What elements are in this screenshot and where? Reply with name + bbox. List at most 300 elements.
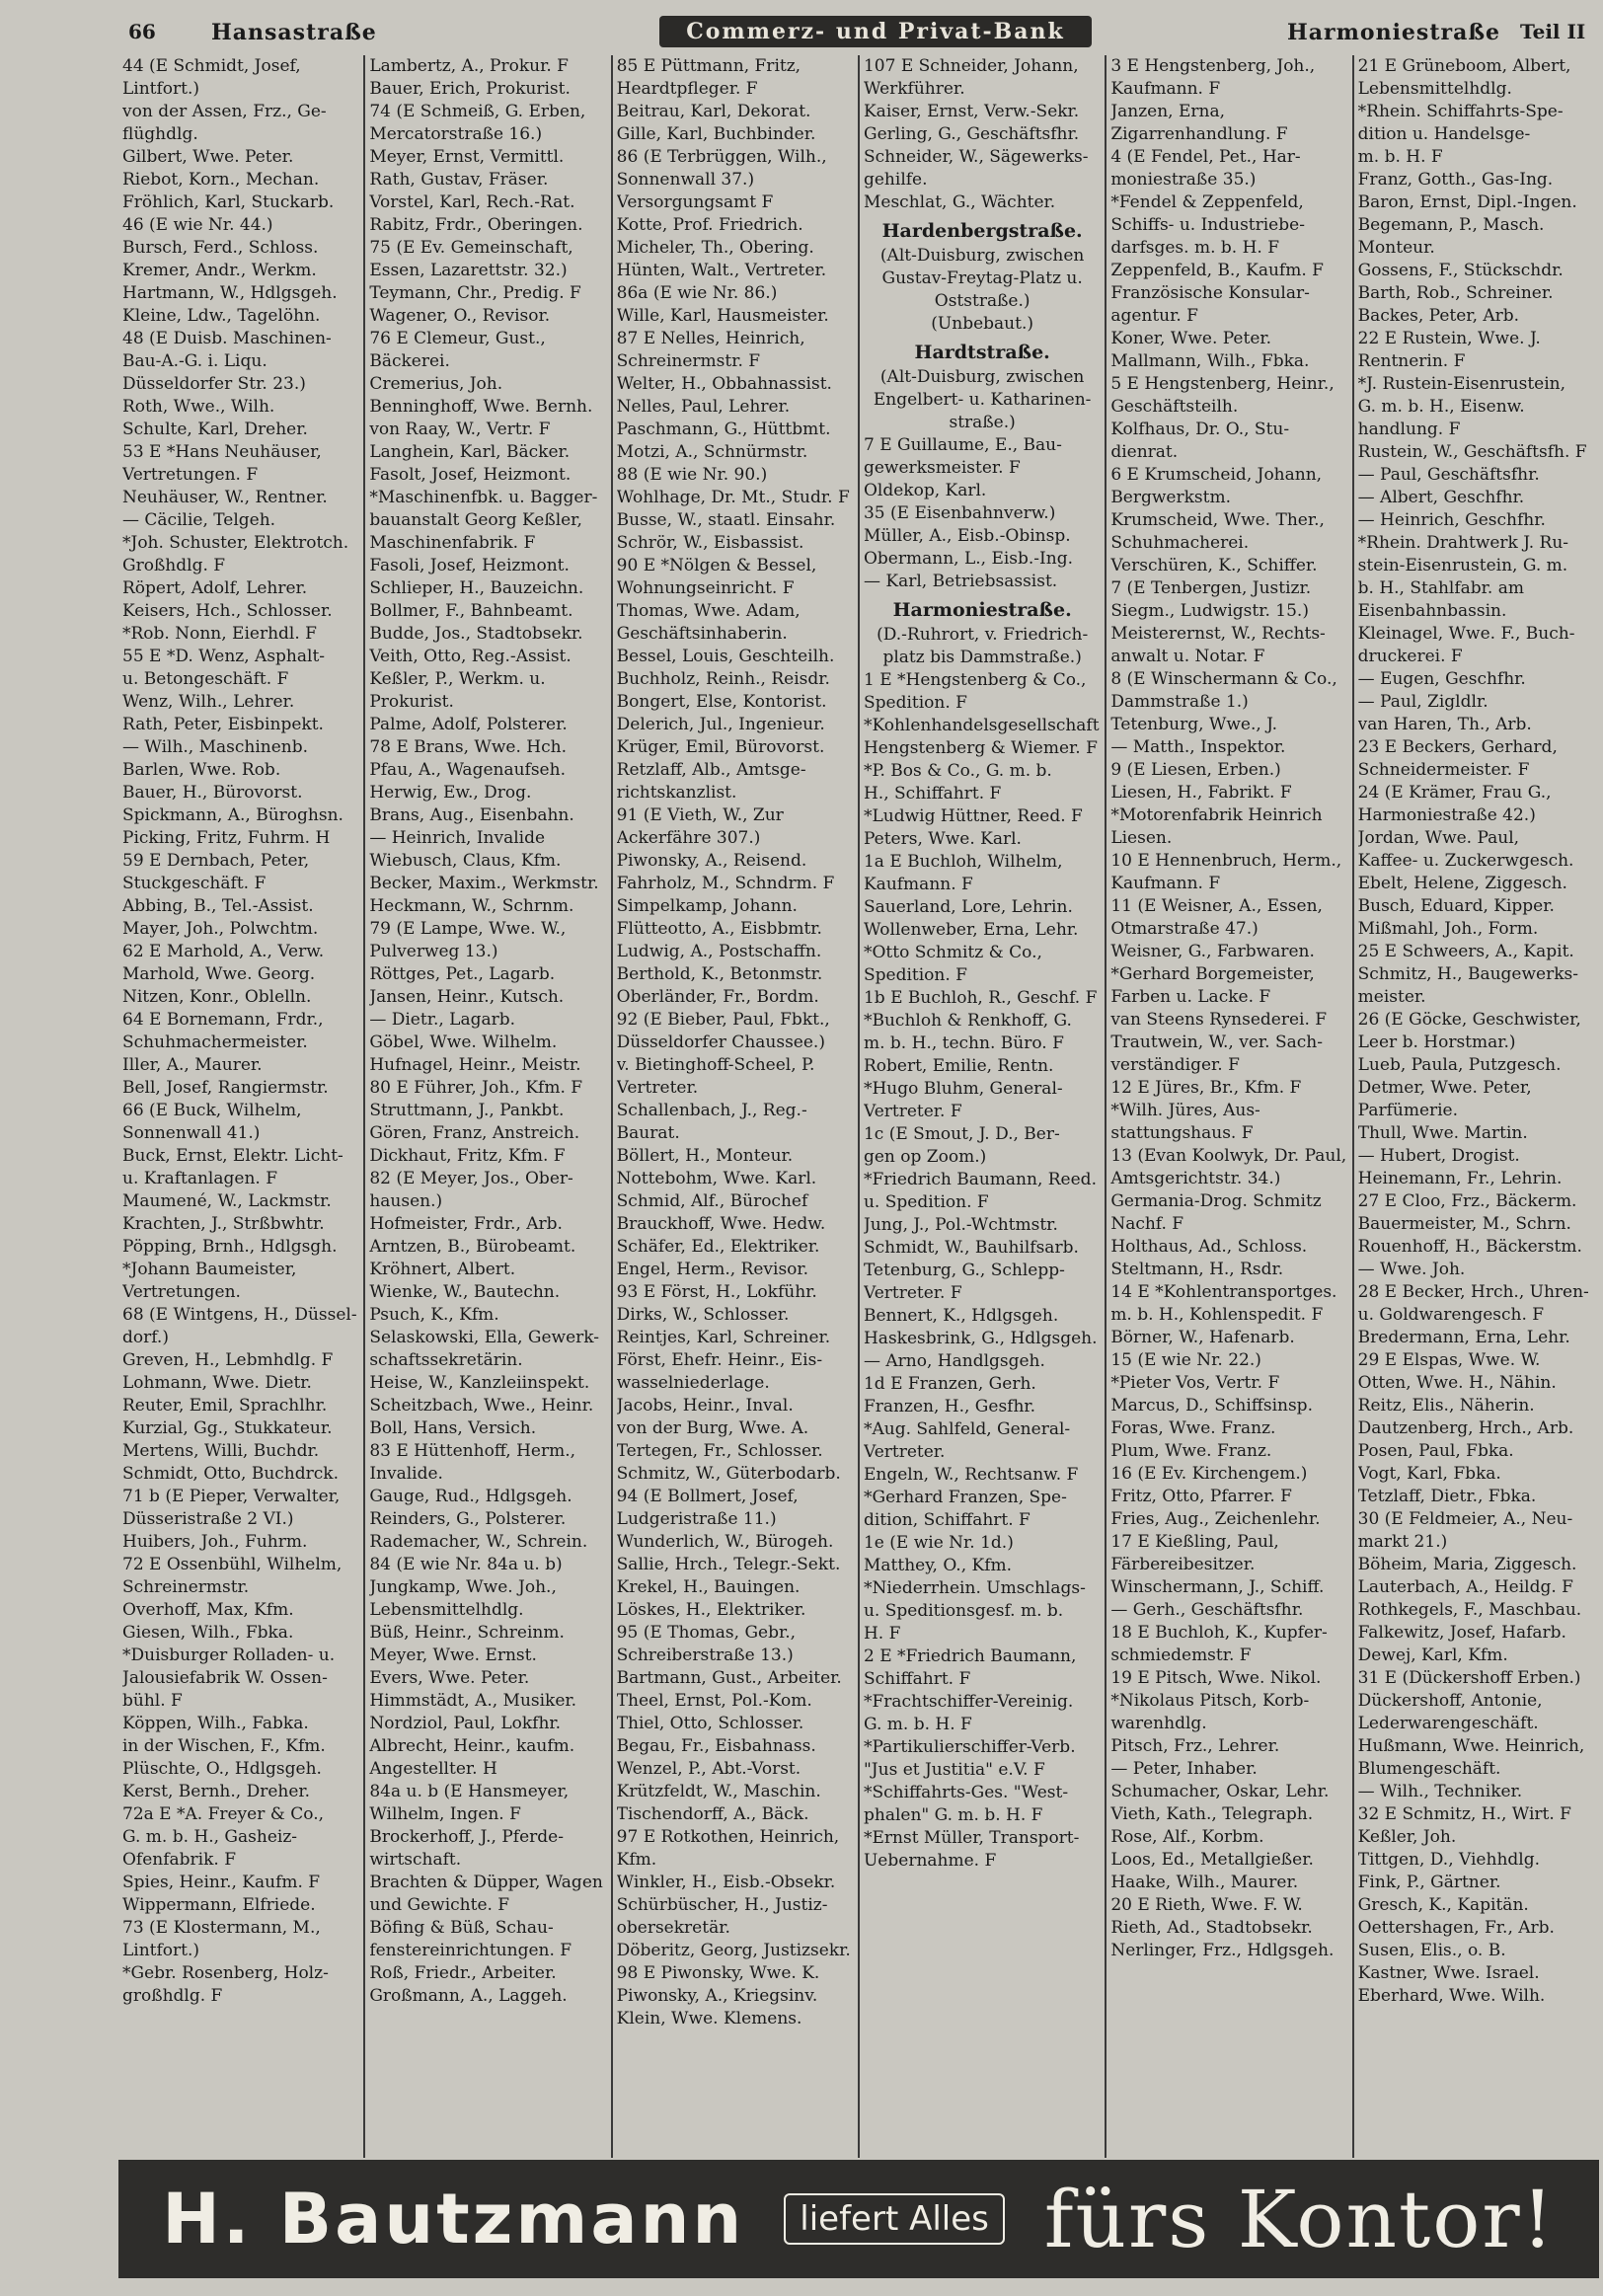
- directory-entry: — Karl, Betriebsassist.: [863, 572, 1058, 591]
- directory-entry: flüghdlg.: [122, 124, 198, 144]
- directory-entry: Dirks, W., Schlosser.: [616, 1305, 790, 1325]
- street-note: (Alt-Duisburg, zwischen: [879, 246, 1085, 266]
- directory-entry: Maumené, W., Lackmstr.: [122, 1191, 332, 1211]
- directory-entry: Kaffee- u. Zuckerwgesch.: [1357, 851, 1574, 871]
- directory-entry: Plüschte, O., Hdlgsgeh.: [122, 1759, 322, 1779]
- directory-entry: Oldekop, Karl.: [863, 481, 987, 500]
- directory-entry: Bergwerkstm.: [1110, 488, 1231, 507]
- directory-entry: Göbel, Wwe. Wilhelm.: [369, 1033, 558, 1052]
- directory-entry: Nordziol, Paul, Lokfhr.: [369, 1714, 562, 1733]
- directory-entry: Mallmann, Wilh., Fbka.: [1110, 351, 1310, 371]
- directory-entry: Obermann, L., Eisb.-Ing.: [863, 549, 1074, 569]
- directory-entry: u. Speditionsgesf. m. b.: [863, 1601, 1064, 1621]
- directory-entry: Sallie, Hrch., Telegr.-Sekt.: [616, 1555, 841, 1574]
- directory-entry: darfsges. m. b. H. F: [1110, 238, 1279, 258]
- directory-entry: Meisterernst, W., Rechts-: [1110, 624, 1326, 644]
- directory-entry: Fasoli, Josef, Heizmont.: [369, 556, 570, 575]
- directory-entry: — Hubert, Drogist.: [1357, 1146, 1520, 1166]
- directory-entry: H., Schiffahrt. F: [863, 784, 1002, 804]
- directory-entry: Hufnagel, Heinr., Meistr.: [369, 1055, 581, 1075]
- directory-entry: Sonnenwall 41.): [122, 1123, 261, 1143]
- directory-entry: Lambertz, A., Prokur. F: [369, 56, 569, 76]
- directory-entry: Jordan, Wwe. Paul,: [1357, 828, 1520, 848]
- directory-entry: Kremer, Andr., Werkm.: [122, 261, 317, 280]
- directory-entry: 74 (E Schmeiß, G. Erben,: [369, 102, 586, 121]
- directory-entry: Spickmann, A., Büroghsn.: [122, 805, 344, 825]
- street-note: (D.-Ruhrort, v. Friedrich-: [877, 625, 1089, 645]
- directory-entry: *Hugo Bluhm, General-: [863, 1079, 1063, 1099]
- directory-entry: 92 (E Bieber, Paul, Fbkt.,: [616, 1010, 830, 1030]
- directory-entry: Dammstraße 1.): [1110, 692, 1249, 712]
- directory-entry: Thull, Wwe. Martin.: [1357, 1123, 1528, 1143]
- directory-entry: Prokurist.: [369, 692, 454, 712]
- directory-entry: Berthold, K., Betonmstr.: [616, 964, 823, 984]
- street-heading: Harmoniestraße.: [892, 599, 1072, 621]
- bank-banner: Commerz- und Privat-Bank: [659, 16, 1092, 47]
- directory-entry: Blumengeschäft.: [1357, 1759, 1501, 1779]
- directory-entry: Vertreter.: [863, 1442, 946, 1462]
- directory-entry: Abbing, B., Tel.-Assist.: [122, 896, 314, 916]
- part-label: Teil II: [1520, 20, 1586, 43]
- directory-entry: Pulverweg 13.): [369, 942, 498, 961]
- directory-entry: Welter, H., Obbahnassist.: [616, 374, 832, 394]
- directory-entry: 98 E Piwonsky, Wwe. K.: [616, 1963, 820, 1983]
- column-5: [1105, 55, 1351, 2158]
- directory-entry: Tischendorff, A., Bäck.: [616, 1804, 809, 1824]
- directory-entry: *Wilh. Jüres, Aus-: [1110, 1101, 1260, 1120]
- directory-entry: Steltmann, H., Rsdr.: [1110, 1260, 1284, 1279]
- street-note: Engelbert- u. Katharinen-: [873, 390, 1092, 410]
- directory-entry: Hünten, Walt., Vertreter.: [616, 261, 827, 280]
- directory-entry: Cremerius, Joh.: [369, 374, 503, 394]
- directory-entry: 84a u. b (E Hansmeyer,: [369, 1782, 570, 1801]
- directory-entry: Brans, Aug., Eisenbahn.: [369, 805, 574, 825]
- directory-entry: 10 E Hennenbruch, Herm.,: [1110, 851, 1342, 871]
- directory-entry: u. Spedition. F: [863, 1192, 989, 1212]
- directory-entry: Hengstenberg & Wiemer. F: [863, 738, 1098, 758]
- directory-entry: Gauge, Rud., Hdlgsgeh.: [369, 1487, 572, 1506]
- column-1: [118, 55, 363, 2158]
- directory-entry: Marhold, Wwe. Georg.: [122, 964, 316, 984]
- directory-entry: Kaufmann. F: [1110, 79, 1221, 99]
- directory-entry: 93 E Först, H., Lokführ.: [616, 1282, 817, 1302]
- directory-entry: Nerlinger, Frz., Hdlgsgeh.: [1110, 1941, 1335, 1960]
- directory-entry: Kotte, Prof. Friedrich.: [616, 215, 803, 235]
- directory-entry: Neuhäuser, W., Rentner.: [122, 488, 328, 507]
- directory-entry: 25 E Schweers, A., Kapit.: [1357, 942, 1574, 961]
- directory-entry: Löskes, H., Elektriker.: [616, 1600, 806, 1620]
- directory-entry: 82 (E Meyer, Jos., Ober-: [369, 1169, 573, 1188]
- directory-entry: Bursch, Ferd., Schloss.: [122, 238, 319, 258]
- directory-entry: *P. Bos & Co., G. m. b.: [863, 761, 1052, 781]
- directory-entry: Simpelkamp, Johann.: [616, 896, 798, 916]
- directory-entry: Lintfort.): [122, 1941, 200, 1960]
- directory-entry: Rath, Peter, Eisbinpekt.: [122, 715, 324, 734]
- directory-entry: 46 (E wie Nr. 44.): [122, 215, 273, 235]
- directory-entry: Reinders, G., Polsterer.: [369, 1509, 567, 1529]
- directory-entry: druckerei. F: [1357, 647, 1463, 666]
- directory-entry: — Wwe. Joh.: [1357, 1260, 1466, 1279]
- directory-entry: Barlen, Wwe. Rob.: [122, 760, 281, 780]
- directory-entry: Riebot, Korn., Mechan.: [122, 170, 320, 190]
- directory-entry: Nelles, Paul, Lehrer.: [616, 397, 791, 417]
- directory-entry: Eberhard, Wwe. Wilh.: [1357, 1986, 1546, 2006]
- directory-entry: Röttges, Pet., Lagarb.: [369, 964, 556, 984]
- directory-entry: dition, Schiffahrt. F: [863, 1510, 1030, 1530]
- directory-entry: Leer b. Horstmar.): [1357, 1033, 1516, 1052]
- directory-entry: Parfümerie.: [1357, 1101, 1459, 1120]
- directory-entry: Vorstel, Karl, Rech.-Rat.: [369, 192, 575, 212]
- directory-entry: Germania-Drog. Schmitz: [1110, 1191, 1322, 1211]
- directory-entry: Wohlhage, Dr. Mt., Studr. F: [616, 488, 850, 507]
- directory-entry: Großmann, A., Laggeh.: [369, 1986, 568, 2006]
- directory-entry: — Albert, Geschfhr.: [1357, 488, 1525, 507]
- directory-entry: Düsseristraße 2 VI.): [122, 1509, 294, 1529]
- directory-entry: Benninghoff, Wwe. Bernh.: [369, 397, 593, 417]
- directory-entry: Vertretungen.: [122, 1282, 241, 1302]
- directory-entry: *Johann Baumeister,: [122, 1260, 297, 1279]
- column-2: [363, 55, 610, 2158]
- directory-entry: Sonnenwall 37.): [616, 170, 755, 190]
- directory-entry: Marcus, D., Schiffsinsp.: [1110, 1396, 1313, 1416]
- directory-entry: Oettershagen, Fr., Arb.: [1357, 1918, 1555, 1938]
- directory-entry: Reuter, Emil, Sprachlhr.: [122, 1396, 328, 1416]
- street-heading: Hardtstraße.: [914, 342, 1050, 363]
- directory-entry: Großhdlg. F: [122, 556, 226, 575]
- directory-entry: Schallenbach, J., Reg.-: [616, 1101, 807, 1120]
- directory-entry: Heckmann, W., Schrnm.: [369, 896, 574, 916]
- directory-entry: Krachten, J., Strßbwhtr.: [122, 1214, 325, 1234]
- directory-entry: Haake, Wilh., Maurer.: [1110, 1873, 1299, 1892]
- directory-entry: Bäckerei.: [369, 351, 450, 371]
- ad-middle-text: liefert Alles: [784, 2193, 1005, 2245]
- directory-entry: Tetzlaff, Dietr., Fbka.: [1357, 1487, 1537, 1506]
- directory-entry: Wenz, Wilh., Lehrer.: [122, 692, 295, 712]
- directory-entry: Winschermann, J., Schiff.: [1110, 1577, 1325, 1597]
- ad-slogan: fürs Kontor!: [1043, 2173, 1556, 2265]
- directory-entry: großhdlg. F: [122, 1986, 223, 2006]
- right-running-title: Harmoniestraße: [1287, 20, 1501, 45]
- directory-entry: 29 E Elspas, Wwe. W.: [1357, 1350, 1541, 1370]
- directory-entry: Ludwig, A., Postschaffn.: [616, 942, 822, 961]
- directory-entry: Ludgeristraße 11.): [616, 1509, 777, 1529]
- directory-entry: warenhdlg.: [1110, 1714, 1207, 1733]
- directory-entry: u. Kraftanlagen. F: [122, 1169, 277, 1188]
- directory-entry: Düsseldorfer Chaussee.): [616, 1033, 825, 1052]
- directory-entry: Thomas, Wwe. Adam,: [616, 601, 801, 621]
- directory-entry: Düsseldorfer Str. 23.): [122, 374, 306, 394]
- directory-entry: *Friedrich Baumann, Reed.: [863, 1170, 1097, 1189]
- directory-entry: Tetenburg, G., Schlepp-: [863, 1261, 1065, 1280]
- directory-entry: 71 b (E Pieper, Verwalter,: [122, 1487, 341, 1506]
- directory-entry: obersekretär.: [616, 1918, 730, 1938]
- directory-entry: van Haren, Th., Arb.: [1357, 715, 1532, 734]
- directory-entry: moniestraße 35.): [1110, 170, 1257, 190]
- directory-entry: 97 E Rotkothen, Heinrich,: [616, 1827, 840, 1847]
- directory-entry: gewerksmeister. F: [863, 458, 1021, 478]
- page-number: 66: [128, 20, 156, 43]
- directory-entry: markt 21.): [1357, 1532, 1448, 1552]
- directory-entry: Busse, W., staatl. Einsahr.: [616, 510, 836, 530]
- directory-entry: Wollenweber, Erna, Lehr.: [863, 920, 1079, 940]
- directory-entry: Haskesbrink, G., Hdlgsgeh.: [863, 1329, 1098, 1348]
- directory-entry: — Cäcilie, Telgeh.: [122, 510, 276, 530]
- directory-entry: 32 E Schmitz, H., Wirt. F: [1357, 1804, 1571, 1824]
- directory-entry: Uebernahme. F: [863, 1851, 997, 1871]
- directory-entry: Mercatorstraße 16.): [369, 124, 543, 144]
- directory-entry: gehilfe.: [863, 170, 928, 190]
- directory-columns: [118, 55, 1599, 2158]
- directory-entry: Baurat.: [616, 1123, 680, 1143]
- directory-entry: *Gerhard Borgemeister,: [1110, 964, 1315, 984]
- directory-entry: 1e (E wie Nr. 1d.): [863, 1533, 1014, 1553]
- directory-entry: 4 (E Fendel, Pet., Har-: [1110, 147, 1301, 167]
- directory-entry: *Gebr. Rosenberg, Holz-: [122, 1963, 329, 1983]
- directory-entry: Bauer, H., Bürovorst.: [122, 783, 303, 803]
- directory-entry: Barth, Rob., Schreiner.: [1357, 283, 1554, 303]
- directory-entry: Franzen, H., Gesfhr.: [863, 1397, 1036, 1416]
- directory-entry: Mertens, Willi, Buchdr.: [122, 1441, 320, 1461]
- left-running-title: Hansastraße: [211, 20, 377, 45]
- directory-entry: Bauermeister, M., Schrn.: [1357, 1214, 1571, 1234]
- directory-entry: Brachten & Düpper, Wagen: [369, 1873, 603, 1892]
- directory-entry: 76 E Clemeur, Gust.,: [369, 329, 546, 348]
- directory-entry: Köppen, Wilh., Fabka.: [122, 1714, 309, 1733]
- directory-entry: 27 E Cloo, Frz., Bäckerm.: [1357, 1191, 1577, 1211]
- directory-entry: 7 E Guillaume, E., Bau-: [863, 435, 1062, 455]
- directory-entry: Schmidt, Otto, Buchdrck.: [122, 1464, 339, 1484]
- directory-entry: — Wilh., Techniker.: [1357, 1782, 1523, 1801]
- directory-entry: Gilbert, Wwe. Peter.: [122, 147, 294, 167]
- directory-entry: Ebelt, Helene, Ziggesch.: [1357, 874, 1567, 893]
- directory-entry: Iller, A., Maurer.: [122, 1055, 263, 1075]
- directory-entry: Lintfort.): [122, 79, 200, 99]
- directory-entry: dienrat.: [1110, 442, 1179, 462]
- directory-entry: Backes, Peter, Arb.: [1357, 306, 1520, 326]
- directory-entry: Bauer, Erich, Prokurist.: [369, 79, 571, 99]
- directory-entry: 20 E Rieth, Wwe. F. W.: [1110, 1895, 1303, 1915]
- directory-entry: Winkler, H., Eisb.-Obsekr.: [616, 1873, 836, 1892]
- directory-entry: m. b. H. F: [1357, 147, 1443, 167]
- directory-entry: Fritz, Otto, Pfarrer. F: [1110, 1487, 1292, 1506]
- directory-entry: Französische Konsular-: [1110, 283, 1310, 303]
- directory-entry: Böfing & Büß, Schau-: [369, 1918, 554, 1938]
- directory-entry: *Niederrhein. Umschlags-: [863, 1578, 1086, 1598]
- directory-entry: Huibers, Joh., Fuhrm.: [122, 1532, 308, 1552]
- directory-entry: Veith, Otto, Reg.-Assist.: [369, 647, 572, 666]
- directory-entry: 12 E Jüres, Br., Kfm. F: [1110, 1078, 1302, 1098]
- directory-entry: 75 (E Ev. Gemeinschaft,: [369, 238, 573, 258]
- directory-entry: Schäfer, Ed., Elektriker.: [616, 1237, 820, 1257]
- directory-entry: hausen.): [369, 1191, 443, 1211]
- directory-entry: Geschäftsinhaberin.: [616, 624, 788, 644]
- directory-entry: Engel, Herm., Revisor.: [616, 1260, 809, 1279]
- page-header: [0, 14, 1603, 53]
- directory-entry: Rustein, W., Geschäftsfh. F: [1357, 442, 1587, 462]
- directory-entry: 79 (E Lampe, Wwe. W.,: [369, 919, 567, 939]
- directory-entry: Theel, Ernst, Pol.-Kom.: [616, 1691, 812, 1711]
- directory-entry: Liesen, H., Fabrikt. F: [1110, 783, 1292, 803]
- directory-entry: Jung, J., Pol.-Wchtmstr.: [863, 1215, 1058, 1235]
- directory-entry: Heardtpfleger. F: [616, 79, 758, 99]
- directory-entry: Heise, W., Kanzleiinspekt.: [369, 1373, 590, 1393]
- directory-entry: Müller, A., Eisb.-Obinsp.: [863, 526, 1071, 546]
- directory-entry: Scheitzbach, Wwe., Heinr.: [369, 1396, 594, 1416]
- directory-entry: bauanstalt Georg Keßler,: [369, 510, 582, 530]
- directory-entry: Bartmann, Gust., Arbeiter.: [616, 1668, 842, 1688]
- directory-entry: 72a E *A. Freyer & Co.,: [122, 1804, 325, 1824]
- directory-entry: Budde, Jos., Stadtobsekr.: [369, 624, 583, 644]
- directory-entry: Rose, Alf., Korbm.: [1110, 1827, 1264, 1847]
- directory-entry: Paschmann, G., Hüttbmt.: [616, 420, 831, 439]
- directory-entry: van Steens Rynsederei. F: [1110, 1010, 1328, 1030]
- directory-entry: 95 (E Thomas, Gebr.,: [616, 1623, 797, 1643]
- directory-entry: Detmer, Wwe. Peter,: [1357, 1078, 1532, 1098]
- directory-entry: Brockerhoff, J., Pferde-: [369, 1827, 564, 1847]
- directory-entry: *Partikulierschiffer-Verb.: [863, 1737, 1076, 1757]
- directory-entry: Jalousiefabrik W. Ossen-: [122, 1668, 328, 1688]
- directory-entry: 86 (E Terbrüggen, Wilh.,: [616, 147, 827, 167]
- directory-entry: Pitsch, Frz., Lehrer.: [1110, 1736, 1280, 1756]
- directory-entry: Lueb, Paula, Putzgesch.: [1357, 1055, 1562, 1075]
- directory-entry: handlung. F: [1357, 420, 1461, 439]
- directory-entry: Bennert, K., Hdlgsgeh.: [863, 1306, 1059, 1326]
- directory-entry: Schrör, W., Eisbassist.: [616, 533, 804, 553]
- directory-entry: Gören, Franz, Anstreich.: [369, 1123, 580, 1143]
- directory-entry: 8 (E Winschermann & Co.,: [1110, 669, 1337, 689]
- directory-entry: Herwig, Ew., Drog.: [369, 783, 532, 803]
- directory-entry: Schuhmacherei.: [1110, 533, 1250, 553]
- directory-entry: fenstereinrichtungen. F: [369, 1941, 572, 1960]
- directory-entry: Vertreter. F: [863, 1283, 962, 1303]
- directory-entry: 22 E Rustein, Wwe. J.: [1357, 329, 1541, 348]
- directory-entry: *Frachtschiffer-Vereinig.: [863, 1692, 1074, 1712]
- directory-entry: 90 E *Nölgen & Bessel,: [616, 556, 817, 575]
- directory-entry: Versorgungsamt F: [616, 192, 774, 212]
- directory-entry: Lederwarengeschäft.: [1357, 1714, 1539, 1733]
- directory-entry: Holthaus, Ad., Schloss.: [1110, 1237, 1308, 1257]
- directory-entry: Vertreter. F: [863, 1102, 962, 1121]
- directory-entry: Kastner, Wwe. Israel.: [1357, 1963, 1540, 1983]
- directory-entry: bühl. F: [122, 1691, 183, 1711]
- directory-entry: Fahrholz, M., Schndrm. F: [616, 874, 835, 893]
- directory-entry: Schuhmachermeister.: [122, 1033, 308, 1052]
- directory-entry: Himmstädt, A., Musiker.: [369, 1691, 577, 1711]
- street-note: Oststraße.): [934, 291, 1030, 311]
- directory-entry: Rademacher, W., Schrein.: [369, 1532, 588, 1552]
- directory-entry: Becker, Maxim., Werkmstr.: [369, 874, 599, 893]
- directory-entry: Bessel, Louis, Geschteilh.: [616, 647, 835, 666]
- directory-entry: Fasolt, Josef, Heizmont.: [369, 465, 572, 485]
- column-3: [611, 55, 858, 2158]
- directory-entry: Essen, Lazarettstr. 32.): [369, 261, 568, 280]
- directory-entry: Hußmann, Wwe. Heinrich,: [1357, 1736, 1585, 1756]
- directory-entry: wirtschaft.: [369, 1850, 462, 1870]
- directory-entry: Thiel, Otto, Schlosser.: [616, 1714, 804, 1733]
- street-note: straße.): [949, 413, 1016, 432]
- directory-entry: 14 E *Kohlentransportges.: [1110, 1282, 1337, 1302]
- directory-entry: Krützfeldt, W., Maschin.: [616, 1782, 821, 1801]
- directory-entry: von der Burg, Wwe. A.: [616, 1418, 809, 1438]
- directory-entry: Färbereibesitzer.: [1110, 1555, 1256, 1574]
- directory-entry: Böllert, H., Monteur.: [616, 1146, 794, 1166]
- directory-entry: 1d E Franzen, Gerh.: [863, 1374, 1036, 1394]
- directory-entry: 1c (E Smout, J. D., Ber-: [863, 1124, 1060, 1144]
- directory-entry: Jacobs, Heinr., Inval.: [616, 1396, 794, 1416]
- directory-entry: Bau-A.-G. i. Liqu.: [122, 351, 267, 371]
- street-note: platz bis Dammstraße.): [882, 648, 1082, 667]
- directory-entry: Arntzen, B., Bürobeamt.: [369, 1237, 576, 1257]
- directory-entry: Oberländer, Fr., Bordm.: [616, 987, 819, 1007]
- directory-entry: Angestellter. H: [369, 1759, 497, 1779]
- directory-entry: Tittgen, D., Viehhdlg.: [1357, 1850, 1540, 1870]
- directory-entry: Stuckgeschäft. F: [122, 874, 267, 893]
- directory-entry: Verschüren, K., Schiffer.: [1110, 556, 1318, 575]
- directory-entry: Wippermann, Elfriede.: [122, 1895, 316, 1915]
- directory-entry: Schreiberstraße 13.): [616, 1645, 794, 1665]
- directory-entry: Rath, Gustav, Fräser.: [369, 170, 549, 190]
- directory-entry: 80 E Führer, Joh., Kfm. F: [369, 1078, 583, 1098]
- directory-entry: *Gerhard Franzen, Spe-: [863, 1488, 1067, 1507]
- directory-entry: 78 E Brans, Wwe. Hch.: [369, 737, 568, 757]
- column-6: [1352, 55, 1599, 2158]
- directory-entry: *Nikolaus Pitsch, Korb-: [1110, 1691, 1310, 1711]
- directory-entry: Krumscheid, Wwe. Ther.,: [1110, 510, 1325, 530]
- directory-entry: Rabitz, Frdr., Oberingen.: [369, 215, 583, 235]
- directory-entry: Roth, Wwe., Wilh.: [122, 397, 275, 417]
- directory-entry: 64 E Bornemann, Frdr.,: [122, 1010, 324, 1030]
- directory-entry: Vieth, Kath., Telegraph.: [1110, 1804, 1314, 1824]
- directory-entry: Flütteotto, A., Eisbbmtr.: [616, 919, 822, 939]
- directory-entry: Krekel, H., Bauingen.: [616, 1577, 801, 1597]
- directory-entry: Buck, Ernst, Elektr. Licht-: [122, 1146, 344, 1166]
- directory-entry: Micheler, Th., Obering.: [616, 238, 814, 258]
- directory-entry: Dautzenberg, Hrch., Arb.: [1357, 1418, 1574, 1438]
- directory-entry: 11 (E Weisner, A., Essen,: [1110, 896, 1323, 916]
- directory-entry: Schneidermeister. F: [1357, 760, 1530, 780]
- directory-entry: *Rob. Nonn, Eierhdl. F: [122, 624, 317, 644]
- directory-entry: 86a (E wie Nr. 86.): [616, 283, 778, 303]
- directory-entry: *Duisburger Rolladen- u.: [122, 1645, 336, 1665]
- directory-entry: *Pieter Vos, Vertr. F: [1110, 1373, 1280, 1393]
- directory-entry: meister.: [1357, 987, 1426, 1007]
- directory-entry: Kerst, Bernh., Dreher.: [122, 1782, 311, 1801]
- directory-entry: Keßler, Joh.: [1357, 1827, 1457, 1847]
- directory-entry: Wilhelm, Ingen. F: [369, 1804, 521, 1824]
- directory-entry: Monteur.: [1357, 238, 1435, 258]
- directory-entry: Wenzel, P., Abt.-Vorst.: [616, 1759, 802, 1779]
- directory-entry: Schmitz, W., Güterbodarb.: [616, 1464, 841, 1484]
- directory-entry: Vertretungen. F: [122, 465, 259, 485]
- directory-entry: Schneider, W., Sägewerks-: [863, 147, 1089, 167]
- directory-entry: 48 (E Duisb. Maschinen-: [122, 329, 332, 348]
- directory-entry: Plum, Wwe. Franz.: [1110, 1441, 1272, 1461]
- directory-entry: Schlieper, H., Bauzeichn.: [369, 578, 584, 598]
- directory-entry: Röpert, Adolf, Lehrer.: [122, 578, 308, 598]
- directory-entry: — Arno, Handlgsgeh.: [863, 1351, 1045, 1371]
- directory-entry: *Joh. Schuster, Elektrotch.: [122, 533, 349, 553]
- directory-entry: Posen, Paul, Fbka.: [1357, 1441, 1514, 1461]
- directory-entry: v. Bietinghoff-Scheel, P.: [616, 1055, 815, 1075]
- directory-entry: Bollmer, F., Bahnbeamt.: [369, 601, 573, 621]
- directory-entry: 68 (E Wintgens, H., Düssel-: [122, 1305, 357, 1325]
- directory-entry: stattungshaus. F: [1110, 1123, 1254, 1143]
- directory-entry: — Peter, Inhaber.: [1110, 1759, 1258, 1779]
- directory-entry: Begau, Fr., Eisbahnass.: [616, 1736, 816, 1756]
- directory-entry: Maschinenfabrik. F: [369, 533, 536, 553]
- directory-entry: u. Goldwarengesch. F: [1357, 1305, 1545, 1325]
- directory-entry: Först, Ehefr. Heinr., Eis-: [616, 1350, 823, 1370]
